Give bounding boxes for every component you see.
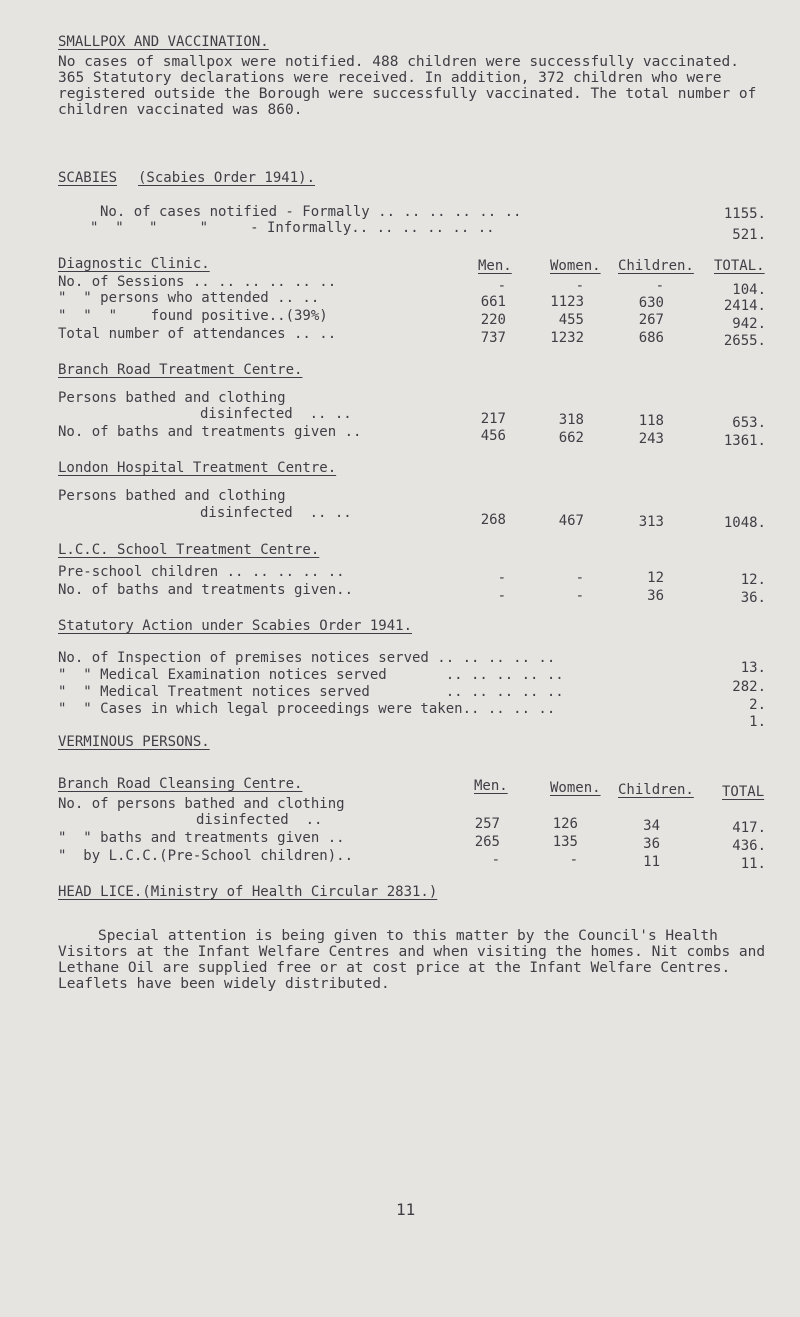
verminous-row2-total: 436.	[732, 838, 766, 854]
verminous-row2-women: 135	[552, 834, 578, 850]
lcc-row2-men: -	[497, 588, 506, 604]
verminous-heading: VERMINOUS PERSONS.	[58, 734, 210, 750]
statutory-row-inspection-label: No. of Inspection of premises notices served .. .. .. .. ..	[58, 650, 556, 666]
diag-row-positive-men: 220	[480, 312, 506, 328]
diag-row-sessions-total: 104.	[732, 282, 766, 298]
lcc-row2-label: No. of baths and treatments given..	[58, 582, 354, 598]
diag-row-attended-women: 1123	[550, 294, 584, 310]
smallpox-heading: SMALLPOX AND VACCINATION.	[58, 34, 269, 50]
diag-row-attendances-women: 1232	[550, 330, 584, 346]
london-row1-label-b: disinfected .. ..	[200, 505, 352, 521]
diag-row-attendances-label: Total number of attendances .. ..	[58, 326, 337, 342]
diag-row-sessions-children: -	[655, 278, 664, 294]
verminous-row2-men: 265	[474, 834, 500, 850]
smallpox-paragraph: No cases of smallpox were notified. 488 children were successfully vaccinated. 365 Statutory declarations were received. In addition, 372 children who were registered outside the Borough were successfully vaccinated. The total number of children vaccinated was 860.	[58, 54, 757, 118]
branch-row2-children: 243	[638, 431, 664, 447]
scabies-order: (Scabies Order 1941).	[138, 170, 316, 186]
verminous-row1-children: 34	[643, 818, 660, 834]
london-hospital-title: London Hospital Treatment Centre.	[58, 460, 337, 476]
page-number: 11	[396, 1200, 416, 1219]
branch-row2-men: 456	[480, 428, 506, 444]
diag-row-positive-women: 455	[558, 312, 584, 328]
branch-row1-children: 118	[638, 413, 664, 429]
diag-row-positive-children: 267	[638, 312, 664, 328]
lcc-row1-men: -	[497, 570, 506, 586]
verminous-row1-total: 417.	[732, 820, 766, 836]
verminous-row3-total: 11.	[740, 856, 766, 872]
branch-row1-label-b: disinfected .. ..	[200, 406, 352, 422]
notified-informally-value: 521.	[732, 227, 766, 243]
diag-row-attended-total: 2414.	[723, 298, 766, 314]
branch-row1-total: 653.	[732, 415, 766, 431]
branch-row2-label: No. of baths and treatments given ..	[58, 424, 362, 440]
notified-formally-value: 1155.	[723, 206, 766, 222]
statutory-row-examination-value: 282.	[732, 679, 766, 695]
branch-row1-women: 318	[558, 412, 584, 428]
verminous-row3-women: -	[569, 852, 578, 868]
diag-row-attended-children: 630	[638, 295, 664, 311]
lcc-row1-total: 12.	[740, 572, 766, 588]
col-total: TOTAL.	[714, 258, 765, 274]
statutory-row-examination-label: " " Medical Examination notices served .. .. .. .. ..	[58, 667, 564, 683]
statutory-title: Statutory Action under Scabies Order 1941.	[58, 618, 413, 634]
london-row1-total: 1048.	[723, 515, 766, 531]
lcc-row1-label: Pre-school children .. .. .. .. ..	[58, 564, 345, 580]
col-children: Children.	[618, 258, 694, 274]
branch-road-title: Branch Road Treatment Centre.	[58, 362, 303, 378]
verminous-row3-children: 11	[643, 854, 660, 870]
head-lice-heading: HEAD LICE.(Ministry of Health Circular 2831.)	[58, 884, 438, 900]
branch-row2-women: 662	[558, 430, 584, 446]
verminous-row2-children: 36	[643, 836, 660, 852]
diag-row-sessions-men: -	[497, 278, 506, 294]
statutory-row-legal-value: 1.	[749, 714, 766, 730]
verminous-row3-men: -	[491, 852, 500, 868]
london-row1-children: 313	[638, 514, 664, 530]
branch-row2-total: 1361.	[723, 433, 766, 449]
diag-row-positive-total: 942.	[732, 316, 766, 332]
diag-row-attendances-total: 2655.	[723, 333, 766, 349]
verminous-row1-men: 257	[474, 816, 500, 832]
statutory-row-legal-label: " " Cases in which legal proceedings were taken.. .. .. ..	[58, 701, 556, 717]
verminous-row2-label: " " baths and treatments given ..	[58, 830, 345, 846]
lcc-row2-total: 36.	[740, 590, 766, 606]
diag-row-sessions-label: No. of Sessions .. .. .. .. .. ..	[58, 274, 337, 290]
london-row1-men: 268	[480, 512, 506, 528]
verminous-col-children: Children.	[618, 782, 694, 798]
diag-row-attended-label: " " persons who attended .. ..	[58, 290, 320, 306]
lcc-row1-children: 12	[647, 570, 664, 586]
branch-row1-label-a: Persons bathed and clothing	[58, 390, 286, 406]
statutory-row-treatment-label: " " Medical Treatment notices served .. .. .. .. ..	[58, 684, 564, 700]
verminous-row1-label-b: disinfected ..	[196, 812, 323, 828]
verminous-row3-label: " by L.C.C.(Pre-School children)..	[58, 848, 354, 864]
lcc-school-title: L.C.C. School Treatment Centre.	[58, 542, 320, 558]
lcc-row2-children: 36	[647, 588, 664, 604]
diag-row-attended-men: 661	[480, 294, 506, 310]
scabies-heading: SCABIES	[58, 170, 118, 186]
diag-row-positive-label: " " " found positive..(39%)	[58, 308, 328, 324]
verminous-row1-women: 126	[552, 816, 578, 832]
lcc-row1-women: -	[575, 570, 584, 586]
verminous-col-women: Women.	[550, 780, 601, 796]
head-lice-paragraph: Special attention is being given to this matter by the Council's Health Visitors at the Infant Welfare Centres and when visiting the homes. Nit combs and Lethane Oil are supplied free or at cost price at the Infant Welfare Centres. Leaflets have been widely distributed.	[58, 928, 766, 992]
verminous-col-men: Men.	[474, 778, 508, 794]
diagnostic-clinic-title: Diagnostic Clinic.	[58, 256, 210, 272]
lcc-row2-women: -	[575, 588, 584, 604]
diag-row-attendances-children: 686	[638, 330, 664, 346]
notified-informally-label: " " " " - Informally.. .. .. .. .. ..	[90, 220, 495, 236]
col-women: Women.	[550, 258, 601, 274]
verminous-col-total: TOTAL	[722, 784, 765, 800]
london-row1-label-a: Persons bathed and clothing	[58, 488, 286, 504]
london-row1-women: 467	[558, 513, 584, 529]
diag-row-sessions-women: -	[575, 278, 584, 294]
branch-row1-men: 217	[480, 411, 506, 427]
verminous-row1-label-a: No. of persons bathed and clothing	[58, 796, 345, 812]
col-men: Men.	[478, 258, 512, 274]
statutory-row-inspection-value: 13.	[740, 660, 766, 676]
notified-formally-label: No. of cases notified - Formally .. .. .. .. .. ..	[100, 204, 522, 220]
statutory-row-treatment-value: 2.	[749, 697, 766, 713]
cleansing-centre-title: Branch Road Cleansing Centre.	[58, 776, 303, 792]
diag-row-attendances-men: 737	[480, 330, 506, 346]
